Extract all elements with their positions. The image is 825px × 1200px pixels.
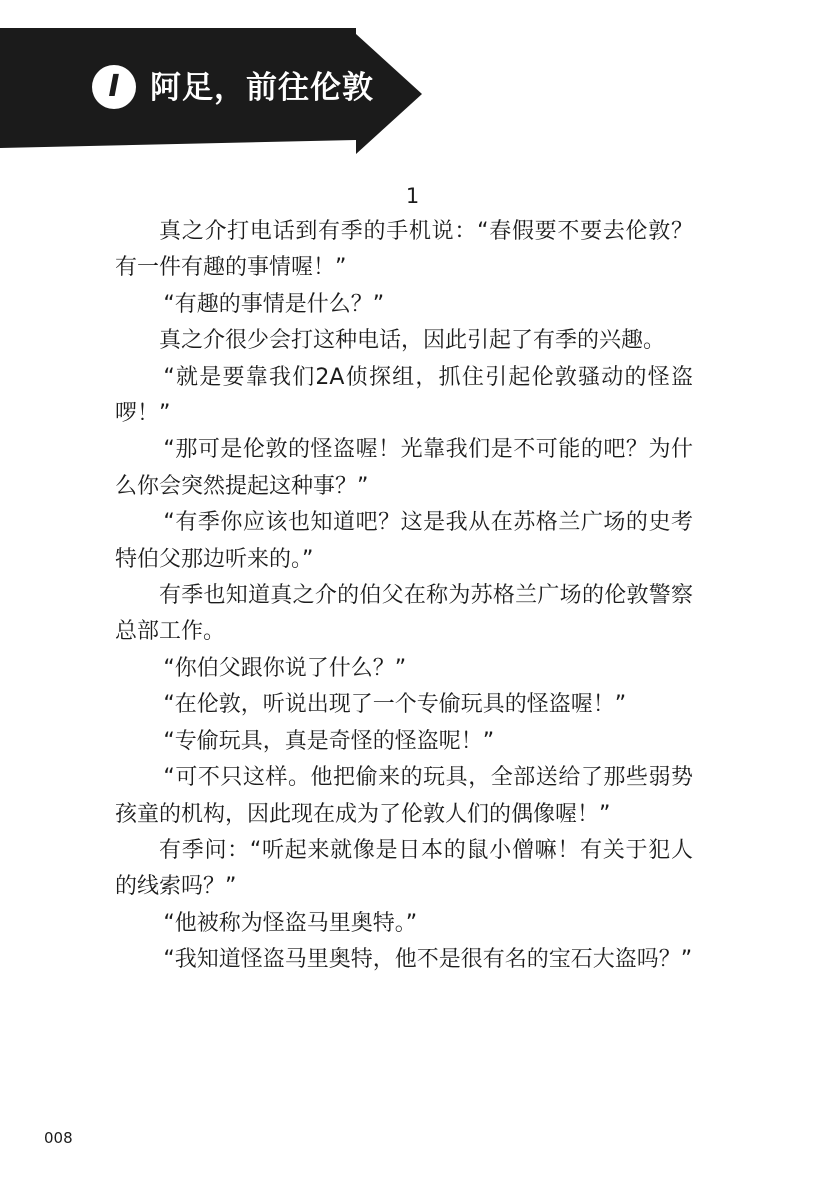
paragraph: 有季也知道真之介的伯父在称为苏格兰广场的伦敦警察总部工作。	[115, 583, 693, 645]
body-text	[115, 214, 693, 979]
paragraph: “他被称为怪盗马里奥特。”	[163, 910, 418, 936]
paragraph: “就是要靠我们2A侦探组，抓住引起伦敦骚动的怪盗啰！”	[115, 364, 693, 427]
section-number: 1	[405, 184, 420, 208]
paragraph: “可不只这样。他把偷来的玩具，全部送给了那些弱势孩童的机构，因此现在成为了伦敦人们的偶像喔！”	[115, 765, 693, 827]
paragraph: “有季你应该也知道吧？这是我从在苏格兰广场的史考特伯父那边听来的。”	[115, 510, 693, 572]
chapter-title: 阿足，前往伦敦	[150, 70, 374, 106]
paragraph: “专偷玩具，真是奇怪的怪盗呢！”	[163, 728, 495, 754]
page-number: 008	[44, 1129, 73, 1147]
paragraph: “我知道怪盗马里奥特，他不是很有名的宝石大盗吗？”	[163, 947, 693, 973]
paragraph: “那可是伦敦的怪盗喔！光靠我们是不可能的吧？为什么你会突然提起这种事？”	[115, 437, 693, 499]
paragraph: 有季问：“听起来就像是日本的鼠小僧嘛！有关于犯人的线索吗？”	[115, 837, 693, 900]
paragraph: “在伦敦，听说出现了一个专偷玩具的怪盗喔！”	[163, 692, 627, 718]
paragraph: 真之介很少会打这种电话，因此引起了有季的兴趣。	[159, 328, 666, 354]
chapter-number-badge: I	[92, 65, 136, 109]
paragraph: “你伯父跟你说了什么？”	[163, 655, 407, 681]
paragraph: 真之介打电话到有季的手机说：“春假要不要去伦敦？有一件有趣的事情喔！”	[115, 219, 693, 281]
paragraph: “有趣的事情是什么？”	[163, 291, 385, 317]
